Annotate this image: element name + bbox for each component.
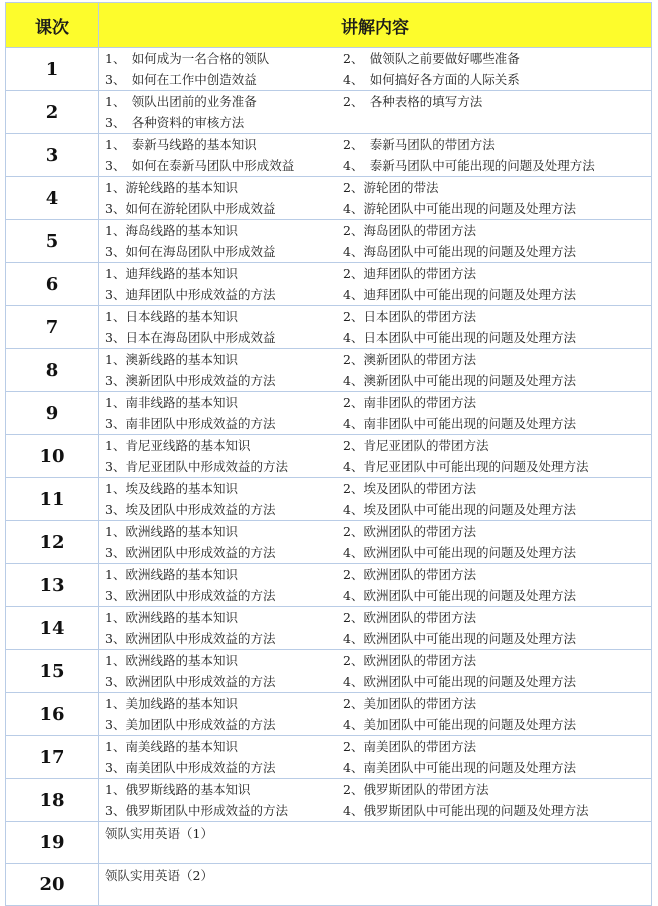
table-row [6,822,652,864]
content-item: 2、肯尼亚团队的带团方法 [343,438,489,453]
content-line [99,349,651,370]
content-item: 2、海岛团队的带团方法 [343,223,476,238]
content-line [99,456,651,477]
content-item: 3、 如何在工作中创造效益 [105,72,257,87]
content-line [99,413,651,434]
content-line [99,736,651,757]
table-row [6,91,652,134]
content-line [99,112,651,133]
lesson-number: 18 [6,779,99,822]
content-line [99,800,651,821]
content-item: 2、俄罗斯团队的带团方法 [343,782,489,797]
content-line [99,241,651,262]
lesson-number: 12 [6,521,99,564]
content-item: 3、 如何在泰新马团队中形成效益 [105,158,295,173]
content-item: 4、南美团队中可能出现的问题及处理方法 [343,760,576,775]
content-item: 3、欧洲团队中形成效益的方法 [105,631,276,646]
content-item: 1、日本线路的基本知识 [105,309,238,324]
table-row [6,736,652,779]
content-item: 1、欧洲线路的基本知识 [105,524,238,539]
content-item: 2、欧洲团队的带团方法 [343,524,476,539]
lesson-content [99,306,652,349]
content-line [99,542,651,563]
content-line [99,91,651,112]
content-line [99,585,651,606]
content-line [99,155,651,176]
content-item: 4、海岛团队中可能出现的问题及处理方法 [343,244,576,259]
content-item: 4、游轮团队中可能出现的问题及处理方法 [343,201,576,216]
content-item: 1、南非线路的基本知识 [105,395,238,410]
content-item: 4、南非团队中可能出现的问题及处理方法 [343,416,576,431]
content-item: 1、 领队出团前的业务准备 [105,94,257,109]
lesson-content [99,693,652,736]
content-item: 1、欧洲线路的基本知识 [105,610,238,625]
content-item: 3、俄罗斯团队中形成效益的方法 [105,803,288,818]
content-line [99,392,651,413]
lesson-content [99,177,652,220]
lesson-content [99,263,652,306]
table-row [6,392,652,435]
lesson-number: 14 [6,607,99,650]
lesson-number: 19 [6,822,99,864]
content-item: 1、美加线路的基本知识 [105,696,238,711]
content-item: 1、澳新线路的基本知识 [105,352,238,367]
content-line [99,628,651,649]
content-item: 2、美加团队的带团方法 [343,696,476,711]
content-item: 1、海岛线路的基本知识 [105,223,238,238]
content-item: 4、日本团队中可能出现的问题及处理方法 [343,330,576,345]
lesson-number: 6 [6,263,99,306]
content-item: 1、肯尼亚线路的基本知识 [105,438,251,453]
content-line [99,370,651,391]
table-row [6,779,652,822]
content-item: 4、欧洲团队中可能出现的问题及处理方法 [343,674,576,689]
content-item: 2、埃及团队的带团方法 [343,481,476,496]
lesson-number: 11 [6,478,99,521]
content-line [99,69,651,90]
lesson-number: 16 [6,693,99,736]
content-line [99,198,651,219]
content-header: 讲解内容 [99,3,652,48]
content-line [99,306,651,327]
content-item: 3、肯尼亚团队中形成效益的方法 [105,459,288,474]
content-line [99,134,651,155]
lesson-content [99,607,652,650]
lesson-number: 10 [6,435,99,478]
content-line [99,327,651,348]
content-item: 4、迪拜团队中可能出现的问题及处理方法 [343,287,576,302]
content-item: 2、南美团队的带团方法 [343,739,476,754]
table-row [6,134,652,177]
content-line [99,564,651,585]
lesson-number: 8 [6,349,99,392]
lesson-content [99,650,652,693]
lesson-content [99,349,652,392]
content-line [99,177,651,198]
lesson-content [99,736,652,779]
lesson-number: 3 [6,134,99,177]
content-line [99,521,651,542]
header-row [6,3,652,48]
content-item: 3、 各种资料的审核方法 [105,115,245,130]
content-item: 4、欧洲团队中可能出现的问题及处理方法 [343,545,576,560]
content-line [99,478,651,499]
content-item: 4、欧洲团队中可能出现的问题及处理方法 [343,588,576,603]
lesson-content [99,435,652,478]
content-item: 3、南美团队中形成效益的方法 [105,760,276,775]
table-row [6,435,652,478]
content-item: 2、游轮团的带法 [343,180,439,195]
content-item: 3、如何在海岛团队中形成效益 [105,244,276,259]
lesson-content [99,779,652,822]
course-table [5,2,652,906]
lesson-content [99,864,652,906]
table-row [6,349,652,392]
table-row [6,478,652,521]
content-line [99,499,651,520]
table-row [6,48,652,91]
content-item: 1、欧洲线路的基本知识 [105,653,238,668]
table-row [6,263,652,306]
content-item: 领队实用英语（2） [105,868,213,883]
content-line [99,650,651,671]
content-item: 2、欧洲团队的带团方法 [343,610,476,625]
content-line [99,435,651,456]
content-item: 1、 泰新马线路的基本知识 [105,137,257,152]
content-item: 4、肯尼亚团队中可能出现的问题及处理方法 [343,459,589,474]
lesson-number: 9 [6,392,99,435]
content-item: 3、南非团队中形成效益的方法 [105,416,276,431]
table-row [6,177,652,220]
content-item: 4、美加团队中可能出现的问题及处理方法 [343,717,576,732]
lesson-content [99,392,652,435]
lesson-content [99,134,652,177]
content-line [99,48,651,69]
table-row [6,521,652,564]
content-item: 2、南非团队的带团方法 [343,395,476,410]
lesson-header: 课次 [6,3,99,48]
content-line [99,220,651,241]
content-line [99,671,651,692]
content-item: 3、迪拜团队中形成效益的方法 [105,287,276,302]
content-item: 1、俄罗斯线路的基本知识 [105,782,251,797]
content-item: 2、 做领队之前要做好哪些准备 [343,51,520,66]
content-item: 1、游轮线路的基本知识 [105,180,238,195]
lesson-content [99,91,652,134]
lesson-content [99,822,652,864]
content-item: 2、欧洲团队的带团方法 [343,567,476,582]
table-row [6,650,652,693]
content-item: 2、 泰新马团队的带团方法 [343,137,495,152]
content-item [343,112,651,133]
lesson-content [99,48,652,91]
lesson-number: 15 [6,650,99,693]
content-line [99,607,651,628]
content-item: 1、埃及线路的基本知识 [105,481,238,496]
lesson-number: 13 [6,564,99,607]
lesson-number: 7 [6,306,99,349]
table-row [6,607,652,650]
content-item: 领队实用英语（1） [105,826,213,841]
content-item: 4、 泰新马团队中可能出现的问题及处理方法 [343,158,595,173]
content-line [99,693,651,714]
lesson-content [99,564,652,607]
table-row [6,220,652,263]
content-line [99,757,651,778]
content-item: 3、埃及团队中形成效益的方法 [105,502,276,517]
content-item: 4、俄罗斯团队中可能出现的问题及处理方法 [343,803,589,818]
table-body [6,48,652,906]
lesson-content [99,220,652,263]
table-row [6,564,652,607]
content-item: 1、迪拜线路的基本知识 [105,266,238,281]
content-item: 1、 如何成为一名合格的领队 [105,51,270,66]
content-item: 3、日本在海岛团队中形成效益 [105,330,276,345]
content-item: 1、欧洲线路的基本知识 [105,567,238,582]
content-item: 4、埃及团队中可能出现的问题及处理方法 [343,502,576,517]
content-item: 2、迪拜团队的带团方法 [343,266,476,281]
content-item: 3、欧洲团队中形成效益的方法 [105,545,276,560]
lesson-number: 20 [6,864,99,906]
content-item: 3、美加团队中形成效益的方法 [105,717,276,732]
table-row [6,306,652,349]
content-line [99,284,651,305]
content-item: 2、日本团队的带团方法 [343,309,476,324]
lesson-content [99,478,652,521]
table-row [6,693,652,736]
content-item: 3、欧洲团队中形成效益的方法 [105,588,276,603]
content-line [99,779,651,800]
content-item: 1、南美线路的基本知识 [105,739,238,754]
content-item: 4、 如何搞好各方面的人际关系 [343,72,520,87]
lesson-number: 4 [6,177,99,220]
content-item: 2、澳新团队的带团方法 [343,352,476,367]
table-row [6,864,652,906]
content-item: 3、欧洲团队中形成效益的方法 [105,674,276,689]
content-item: 4、欧洲团队中可能出现的问题及处理方法 [343,631,576,646]
content-item: 2、 各种表格的填写方法 [343,94,483,109]
lesson-number: 1 [6,48,99,91]
content-item: 2、欧洲团队的带团方法 [343,653,476,668]
content-line [99,714,651,735]
content-item: 3、如何在游轮团队中形成效益 [105,201,276,216]
content-item: 3、澳新团队中形成效益的方法 [105,373,276,388]
lesson-content [99,521,652,564]
lesson-number: 2 [6,91,99,134]
lesson-number: 17 [6,736,99,779]
content-line [99,263,651,284]
lesson-number: 5 [6,220,99,263]
content-item: 4、澳新团队中可能出现的问题及处理方法 [343,373,576,388]
